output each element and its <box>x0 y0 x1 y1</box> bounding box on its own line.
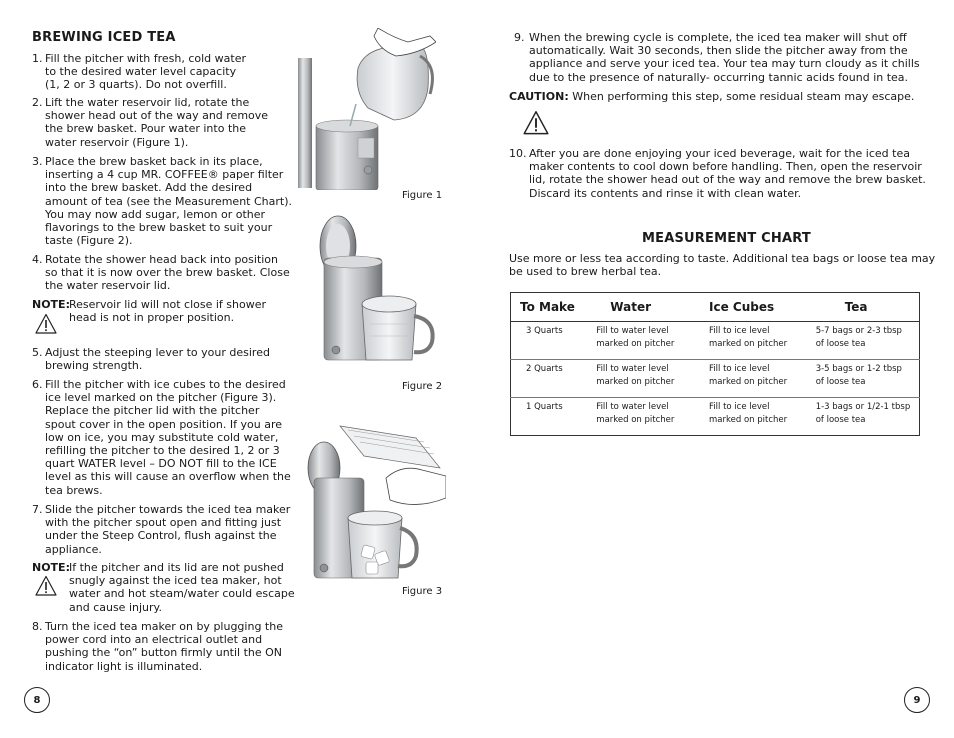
table-row: 2 Quarts Fill to water level marked on pitcher Fill to ice level marked on pitcher 3-5 bags or 1-2 tbsp of loose tea <box>511 360 920 398</box>
column-header-tea: Tea <box>816 293 920 322</box>
table-row: 3 Quarts Fill to water level marked on pitcher Fill to ice level marked on pitcher 5-7 bags or 2-3 tbsp of loose tea <box>511 322 920 360</box>
note-pitcher-snug: NOTE: If the pitcher and its lid are not pushed snugly against the iced tea maker, hot water and hot steam/water could escape and cause injury. <box>32 561 295 614</box>
table-header-row <box>511 293 920 322</box>
table-row: 1 Quarts Fill to water level marked on pitcher Fill to ice level marked on pitcher 1-3 bags or 1/2-1 tbsp of loose tea <box>526 402 911 425</box>
step-9: 9. When the brewing cycle is complete, the iced tea maker will shut off automatically. Wait 30 seconds, then slide the pitcher away from the appliance and serve your iced tea. Your tea may turn cloudy as it chills due to the presence of naturally- occurring tannic acids found in tea. <box>514 31 920 84</box>
step-2: 2. Lift the water reservoir lid, rotate the shower head out of the way and remove the brew basket. Pour water into the water reservoir (Figure 1). <box>32 96 269 149</box>
step-1: 1. Fill the pitcher with fresh, cold water to the desired water level capacity (1, 2 or 3 quarts). Do not overfill. <box>32 52 247 92</box>
caution-note: CAUTION: When performing this step, some residual steam may escape. <box>509 90 915 103</box>
note-shower-head: NOTE: Reservoir lid will not close if shower head is not in proper position. <box>32 298 292 338</box>
column-header-to-make: To Make <box>511 293 597 322</box>
warning-icon <box>35 313 57 335</box>
measurement-chart-title: MEASUREMENT CHART <box>642 231 811 246</box>
figure-2-caption: Figure 2 <box>402 381 443 392</box>
step-10: 10. After you are done enjoying your iced beverage, wait for the iced tea maker contents to cool down before handling. Then, open the reservoir lid, rotate the shower head out of the way and remove the brew basket. Discard its contents and rinse it with clean water. <box>509 147 926 200</box>
figure-3-caption: Figure 3 <box>402 586 443 597</box>
measurement-table <box>510 292 920 436</box>
step-5: 5. Adjust the steeping lever to your desired brewing strength. <box>32 346 270 373</box>
step-3: 3. Place the brew basket back in its place, inserting a 4 cup MR. COFFEE® paper filter into the brew basket. Add the desired amount of tea (see the Measurement Chart). You may now add sugar, lemon or other flavorings to the brew basket to suit your taste (Figure 2). <box>32 155 292 248</box>
page-number-right: 9 <box>904 687 930 713</box>
step-8: 8. Turn the iced tea maker on by plugging the power cord into an electrical outlet and pushing the “on” button firmly until the ON indicator light is illuminated. <box>32 620 283 673</box>
figure-1-pour-water-illustration <box>298 28 436 190</box>
step-7: 7. Slide the pitcher towards the iced tea maker with the pitcher spout open and fitting just under the Steep Control, flush against the appliance. <box>32 503 291 556</box>
column-header-water: Water <box>596 293 709 322</box>
warning-icon <box>523 110 549 136</box>
section-title-brewing: BREWING ICED TEA <box>32 30 176 45</box>
figure-1-caption: Figure 1 <box>402 190 443 201</box>
chart-intro: Use more or less tea according to taste. Additional tea bags or loose tea may be used to brew herbal tea. <box>509 252 936 279</box>
warning-icon <box>35 575 57 597</box>
page-number-left: 8 <box>24 687 50 713</box>
step-4: 4. Rotate the shower head back into position so that it is now over the brew basket. Close the water reservoir lid. <box>32 253 290 293</box>
step-6: 6. Fill the pitcher with ice cubes to the desired ice level marked on the pitcher (Figure 3). Replace the pitcher lid with the pitcher spout cover in the open position. If you are low on ice, you may substitute cold water, refilling the pitcher to the desired 1, 2 or 3 quart WATER level – DO NOT fill to the ICE level as this will cause an overflow when the tea brews. <box>32 378 291 497</box>
column-header-ice-cubes: Ice Cubes <box>709 293 816 322</box>
figure-3-ice-cubes-illustration <box>306 418 446 580</box>
